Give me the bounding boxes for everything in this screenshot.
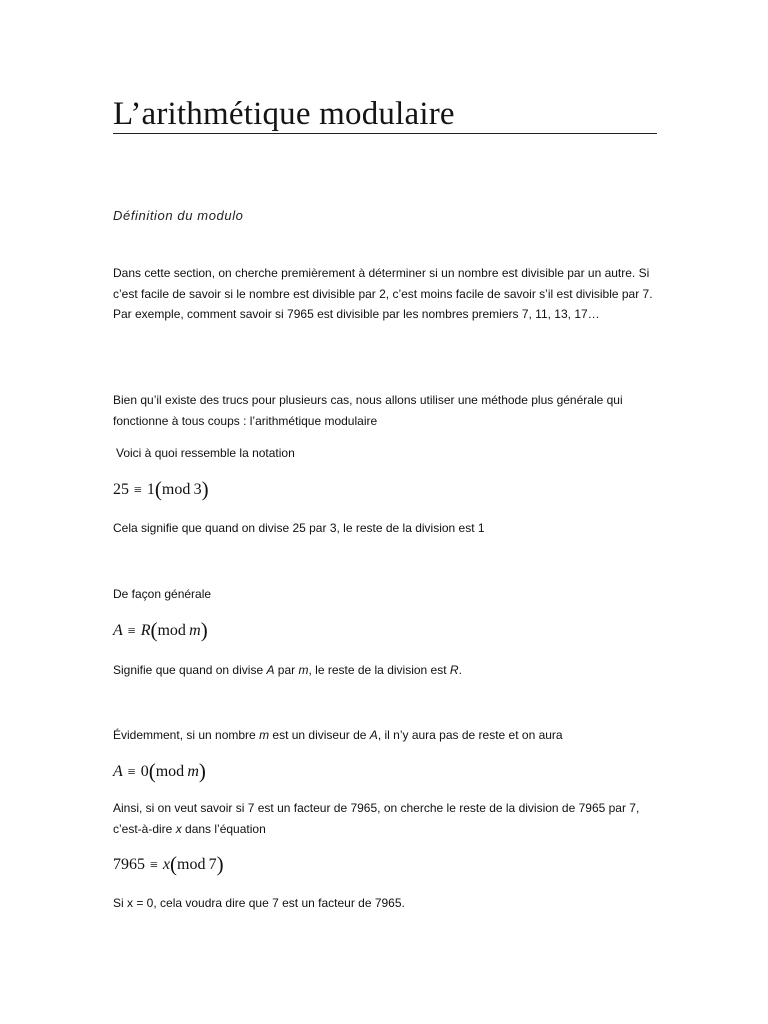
paragraph-notation: Voici à quoi ressemble la notation xyxy=(116,446,295,460)
paragraph-intro: Dans cette section, on cherche premièrement à déterminer si un nombre est divisible par un autre. Si c’est facile de savoir si le nombre est divisible par 2, c’est moins facile de savoir s’il est divisible par 7. Par exemple, comment savoir si 7965 est divisible par les nombres premiers 7, 11, 13, 17… xyxy=(113,266,653,321)
formula-example: 25 ≡ 1(mod 3) xyxy=(113,477,209,501)
formula-mod: mod xyxy=(161,481,191,498)
formula-rhs: 0 xyxy=(140,763,149,780)
formula-modulus: m xyxy=(189,622,201,639)
paragraph-conclusion: Si x = 0, cela voudra dire que 7 est un facteur de 7965. xyxy=(113,896,405,910)
text-run: Ainsi, si on veut savoir si 7 est un facteur de 7965, on cherche le reste de la division de 7965 par 7, c’est-à-dire xyxy=(113,801,640,836)
paragraph-general: De façon générale xyxy=(113,587,212,601)
paragraph-general-meaning xyxy=(113,660,658,681)
text-run: Signifie que quand on divise xyxy=(113,663,267,677)
formula-mod: mod xyxy=(177,856,206,873)
text-run: , il n’y aura pas de reste et on aura xyxy=(377,728,563,742)
formula-7965: 7965 ≡ x(mod 7) xyxy=(113,852,224,876)
formula-general: A ≡ R(mod m) xyxy=(113,618,208,642)
text-run-italic: x xyxy=(175,821,182,836)
congruence-symbol: ≡ xyxy=(134,483,142,498)
text-run: par xyxy=(274,663,299,677)
formula-lhs: 25 xyxy=(113,481,129,498)
text-run-italic: A xyxy=(266,663,275,677)
paragraph-method: Bien qu’il existe des trucs pour plusieurs cas, nous allons utiliser une méthode plus générale qui fonctionne à tous coups : l’arithmétique modulaire xyxy=(113,393,623,428)
title-underline xyxy=(113,133,657,134)
paragraph-meaning: Cela signifie que quand on divise 25 par 3, le reste de la division est 1 xyxy=(113,521,485,535)
text-run-italic: A xyxy=(369,728,378,742)
formula-rhs: 1 xyxy=(146,481,155,498)
formula-lhs: 7965 xyxy=(113,856,145,873)
formula-mod: mod xyxy=(157,622,186,639)
text-run-italic: m xyxy=(259,728,270,742)
paragraph-factor xyxy=(113,798,658,839)
formula-lhs: A xyxy=(113,622,123,639)
section-heading: Définition du modulo xyxy=(113,208,244,223)
formula-zero-remainder: A ≡ 0(mod m) xyxy=(113,759,206,783)
congruence-symbol: ≡ xyxy=(150,858,158,873)
text-run-italic: R xyxy=(449,663,459,677)
formula-modulus: m xyxy=(187,763,199,780)
formula-rhs: x xyxy=(162,856,171,873)
congruence-symbol: ≡ xyxy=(127,765,136,780)
text-run: , le reste de la division est xyxy=(308,663,450,677)
formula-lhs: A xyxy=(113,763,123,780)
text-run: Évidemment, si un nombre xyxy=(113,728,260,742)
formula-modulus: 7 xyxy=(208,856,217,873)
formula-rhs: R xyxy=(140,622,151,639)
formula-mod: mod xyxy=(155,763,185,780)
text-run-italic: m xyxy=(298,663,309,677)
text-run: dans l’équation xyxy=(181,821,266,836)
formula-modulus: 3 xyxy=(193,481,202,498)
page-title: L’arithmétique modulaire xyxy=(113,96,455,132)
congruence-symbol: ≡ xyxy=(127,624,136,639)
text-run: . xyxy=(458,663,462,677)
text-run: est un diviseur de xyxy=(269,728,370,742)
paragraph-divisor xyxy=(113,725,658,746)
